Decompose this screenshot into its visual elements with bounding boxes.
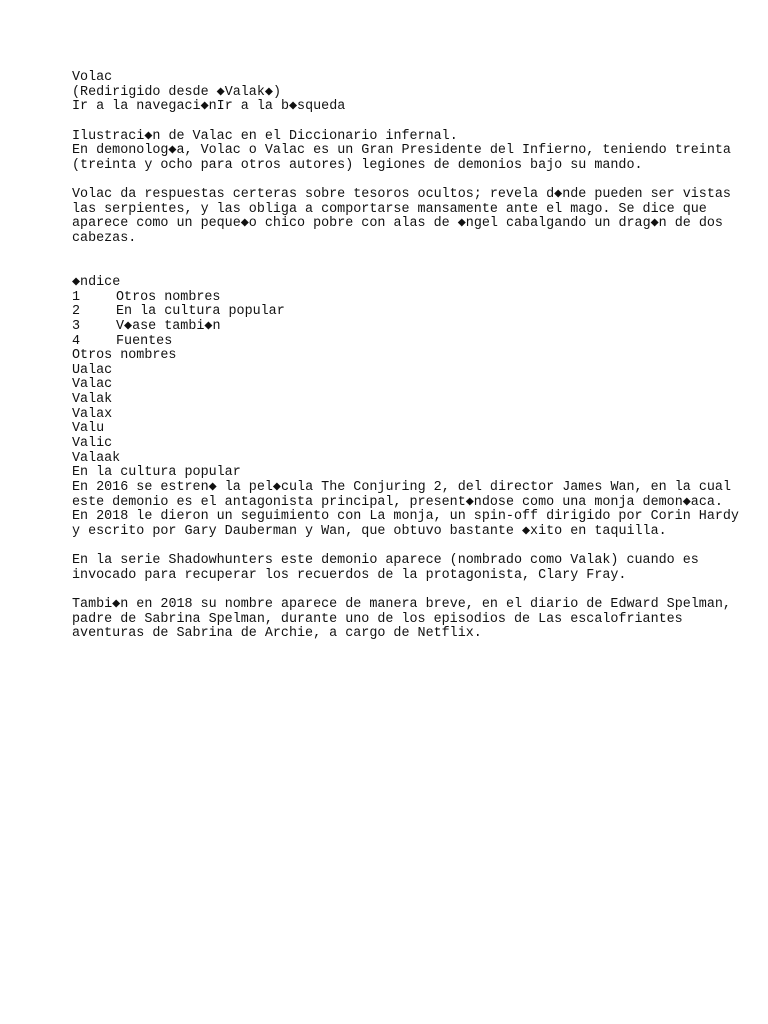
paragraph-line: En 2016 se estren◆ la pel◆cula The Conjuring 2, del director James Wan, en la cual [72, 479, 731, 495]
document-page [72, 70, 739, 642]
intro-line: En demonolog◆a, Volac o Valac es un Gran Presidente del Infierno, teniendo treinta [72, 143, 731, 159]
name-list-item: Ualac [72, 362, 113, 378]
paragraph-line: En 2018 le dieron un seguimiento con La monja, un spin-off dirigido por Corin Hardy [72, 509, 739, 525]
paragraph-line: En la serie Shadowhunters este demonio aparece (nombrado como Valak) cuando es [72, 553, 699, 569]
toc-item-label: Fuentes [116, 333, 173, 349]
redirect-note: (Redirigido desde ◆Valak◆) [72, 84, 281, 100]
toc-item-number: 2 [72, 304, 81, 320]
paragraph-line: este demonio es el antagonista principal, present◆ndose como una monja demon◆aca. [72, 494, 723, 510]
toc-item[interactable] [72, 320, 712, 335]
spacer [72, 115, 712, 130]
toc-item-number: 1 [72, 289, 81, 305]
description-line: aparece como un peque◆o chico pobre con alas de ◆ngel cabalgando un drag◆n de dos [72, 216, 723, 232]
name-list-item: Valaak [72, 450, 121, 466]
paragraph-line: Tambi◆n en 2018 su nombre aparece de manera breve, en el diario de Edward Spelman, [72, 597, 731, 613]
toc-item-number: 3 [72, 318, 81, 334]
description-line: Volac da respuestas certeras sobre tesoros ocultos; revela d◆nde pueden ser vistas [72, 187, 731, 203]
spacer [72, 540, 712, 555]
navigation-links: Ir a la navegaci◆nIr a la b◆squeda [72, 99, 346, 115]
name-list-item: Valac [72, 377, 113, 393]
toc-item-label: Otros nombres [116, 289, 221, 305]
paragraph-line: invocado para recuperar los recuerdos de la protagonista, Clary Fray. [72, 567, 627, 583]
section-heading-other-names: Otros nombres [72, 348, 177, 364]
name-list-item: Valax [72, 406, 113, 422]
paragraph-line: aventuras de Sabrina de Archie, a cargo de Netflix. [72, 626, 482, 642]
image-caption: Ilustraci◆n de Valac en el Diccionario infernal. [72, 128, 458, 144]
description-line: cabezas. [72, 231, 137, 247]
name-list-item: Valak [72, 392, 113, 408]
spacer [72, 261, 712, 276]
section-heading-popular-culture: En la cultura popular [72, 465, 241, 481]
spacer [72, 583, 712, 598]
toc-item-label: V◆ase tambi◆n [116, 318, 221, 334]
paragraph-line: padre de Sabrina Spelman, durante uno de los episodios de Las escalofriantes [72, 611, 683, 627]
paragraph-line: y escrito por Gary Dauberman y Wan, que obtuvo bastante ◆xito en taquilla. [72, 523, 667, 539]
toc-item-label: En la cultura popular [116, 304, 285, 320]
page-title: Volac [72, 70, 113, 85]
spacer [72, 173, 712, 188]
toc-item[interactable] [72, 291, 712, 306]
toc-heading: ◆ndice [72, 274, 121, 290]
description-line: las serpientes, y las obliga a comportarse mansamente ante el mago. Se dice que [72, 201, 707, 217]
intro-line: (treinta y ocho para otros autores) legiones de demonios bajo su mando. [72, 157, 643, 173]
name-list-item: Valic [72, 436, 113, 452]
name-list-item: Valu [72, 421, 105, 437]
toc-item-number: 4 [72, 333, 81, 349]
toc-item[interactable] [72, 305, 712, 320]
spacer [72, 247, 712, 262]
toc-item[interactable] [72, 335, 712, 350]
